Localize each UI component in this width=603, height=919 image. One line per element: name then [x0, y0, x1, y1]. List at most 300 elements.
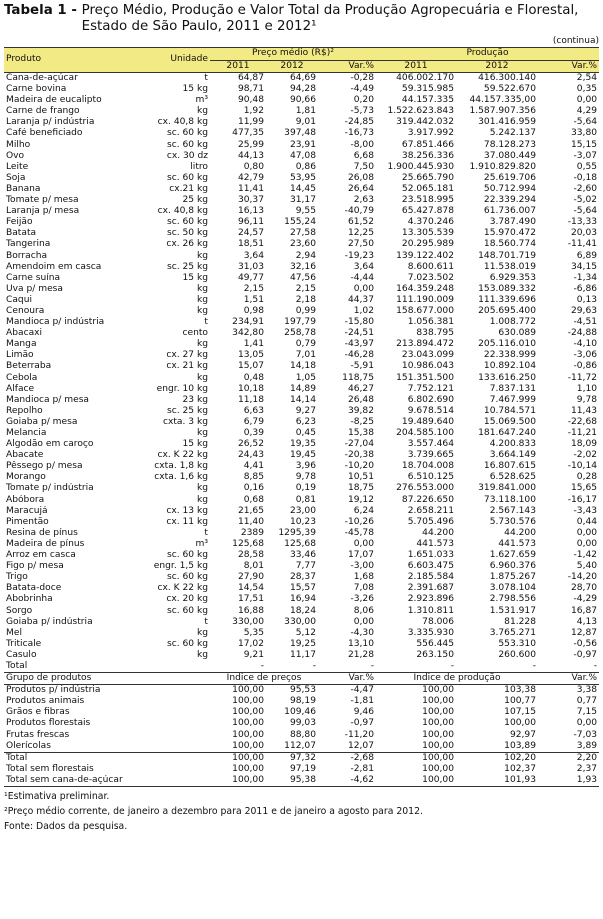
cell-produto: Arroz em casca	[6, 550, 76, 561]
cell-producao-2012: 1.531.917	[489, 605, 536, 616]
cell-preco-var: 6,68	[353, 150, 374, 161]
product-rows	[4, 73, 599, 673]
cell-preco-2011: 4,41	[243, 461, 264, 472]
cell-produto: Abobrinha	[6, 594, 53, 605]
cell-producao-2012: 111.339.696	[478, 294, 536, 305]
cell-unidade: sc. 50 kg	[166, 228, 208, 239]
cell-produto: Maracujá	[6, 505, 48, 516]
cell-preco-var: -24,85	[344, 117, 374, 128]
cell-producao-var: 15,15	[570, 139, 598, 150]
cell-produto: Caqui	[6, 294, 32, 305]
table-row	[4, 262, 599, 273]
cell-producao-2012: 133.616.250	[478, 372, 536, 383]
cell-preco-2011: 24,43	[237, 450, 264, 461]
footnote-1: ¹Estimativa preliminar.	[4, 791, 110, 802]
cell-producao-2012: 1.587.907.356	[469, 106, 536, 117]
cell-producao-var: 0,28	[576, 472, 598, 483]
table-row	[4, 594, 599, 605]
group-label: Olerícolas	[6, 740, 51, 751]
table-row	[4, 173, 599, 184]
cell-preco-2011: 330,00	[232, 616, 264, 627]
cell-producao-var: 0,00	[576, 538, 598, 549]
cell-preco-var: -27,04	[344, 439, 374, 450]
cell-preco-var: -0,28	[318, 73, 376, 85]
cell-preco-2011: 31,03	[237, 261, 264, 272]
group-label: Grãos e fibras	[6, 707, 70, 718]
cell-producao-var: -22,68	[567, 416, 598, 427]
cell-preco-var: -4,44	[350, 272, 374, 283]
cell-preco-2011: 342,80	[232, 328, 264, 339]
group-header-indice-producao: Índice de produção	[376, 673, 538, 685]
cell-producao-2012: 153.089.332	[478, 283, 536, 294]
cell-producao-var: -5,64	[573, 117, 598, 128]
cell-producao-2011: 7.023.502	[407, 272, 454, 283]
cell-preco-2012: 32,16	[289, 261, 316, 272]
table-row	[4, 583, 599, 594]
header-producao-2011: 2011	[376, 60, 456, 73]
cell-unidade: kg	[196, 250, 208, 261]
group-label: Produtos animais	[6, 696, 85, 707]
cell-preco-2012: 47,08	[289, 150, 316, 161]
cell-producao-var: -2,02	[573, 450, 598, 461]
cell-producao-2012: -	[532, 660, 536, 671]
cell-producao-2011: 1.651.033	[407, 550, 454, 561]
indice-precos-var: 9,46	[353, 707, 374, 718]
cell-producao-2011: 263.150	[416, 649, 454, 660]
cell-producao-var: 9,78	[576, 394, 598, 405]
cell-produto: Laranja p/ mesa	[6, 206, 80, 217]
cell-unidade: kg	[196, 483, 208, 494]
cell-unidade	[137, 661, 210, 673]
indice-producao-var: -7,03	[573, 729, 598, 740]
group-row	[4, 718, 599, 729]
cell-producao-2012: 5.730.576	[489, 516, 536, 527]
indice-precos-var: -4,62	[318, 775, 376, 787]
cell-produto: Cebola	[6, 372, 38, 383]
cell-preco-2012: 7,01	[295, 350, 316, 361]
cell-producao-var: 4,13	[576, 616, 598, 627]
indice-producao-var: 7,15	[576, 707, 598, 718]
cell-producao-2011: 13.305.539	[401, 228, 454, 239]
cell-preco-2011: 18,51	[237, 239, 264, 250]
cell-preco-2012: 0,79	[295, 339, 316, 350]
header-preco-2012: 2012	[266, 60, 318, 73]
cell-preco-2012: 23,60	[289, 239, 316, 250]
table-row	[4, 472, 599, 483]
cell-produto: Laranja p/ indústria	[6, 117, 95, 128]
table-row	[4, 539, 599, 550]
cell-unidade: m³	[195, 95, 208, 106]
cell-producao-var: 18,09	[570, 439, 598, 450]
cell-unidade: cx. 27 kg	[166, 350, 208, 361]
cell-producao-2012: 6.960.376	[489, 561, 536, 572]
cell-preco-var: 8,06	[353, 605, 374, 616]
cell-preco-var: -43,97	[344, 339, 374, 350]
table-document	[4, 3, 599, 834]
cell-producao-2011: 1.900.445.930	[387, 161, 454, 172]
table-row	[4, 339, 599, 350]
cell-preco-var: 39,82	[347, 405, 374, 416]
cell-produto: Pimentão	[6, 516, 49, 527]
cell-unidade: t	[204, 527, 208, 538]
header-producao: Produção	[376, 48, 599, 61]
table-title-label: Tabela 1 -	[4, 3, 82, 18]
cell-producao-2011: 5.705.496	[407, 516, 454, 527]
cell-unidade: m³	[195, 538, 208, 549]
group-row	[4, 696, 599, 707]
header-producao-2012: 2012	[456, 60, 538, 73]
indice-precos-2011: 100,00	[232, 729, 264, 740]
cell-producao-2012: 181.647.240	[478, 428, 536, 438]
cell-preco-2011: 11,41	[237, 183, 264, 194]
indice-precos-2012: 97,19	[289, 763, 316, 774]
indice-precos-2012: 88,80	[289, 729, 316, 740]
cell-produto: Carne bovina	[6, 84, 67, 95]
cell-preco-var: 0,00	[353, 283, 374, 294]
cell-preco-2012: 14,18	[289, 361, 316, 372]
cell-producao-2011: 276.553.000	[396, 483, 454, 494]
cell-unidade: litro	[190, 161, 208, 172]
cell-preco-2011: 64,87	[210, 73, 266, 85]
cell-preco-2011: 16,13	[237, 206, 264, 217]
cell-producao-2011: 38.256.336	[401, 150, 454, 161]
group-section	[4, 673, 599, 685]
cell-produto: Goiaba p/ mesa	[6, 416, 78, 427]
table-row	[4, 273, 599, 284]
indice-producao-2011: 100,00	[422, 696, 454, 707]
cell-producao-var: -11,41	[567, 239, 598, 250]
cell-unidade: kg	[196, 428, 208, 438]
cell-preco-var: 61,52	[347, 217, 374, 228]
cell-preco-var: -8,25	[350, 416, 374, 427]
cell-preco-2012: 9,78	[295, 472, 316, 483]
cell-producao-2011: 3.557.464	[407, 439, 454, 450]
cell-produto: Casulo	[6, 649, 37, 660]
table-row	[4, 350, 599, 361]
cell-preco-var: 0,20	[353, 95, 374, 106]
table-row	[4, 506, 599, 517]
cell-produto: Abacate	[6, 450, 44, 461]
cell-producao-var: 0,55	[576, 161, 598, 172]
cell-preco-2012: 1,81	[295, 106, 316, 117]
cell-producao-2012: 148.701.719	[478, 250, 536, 261]
indice-precos-2011: 100,00	[232, 696, 264, 707]
cell-producao-var: -3,06	[573, 350, 598, 361]
cell-produto: Feijão	[6, 217, 33, 228]
cell-preco-2012: 33,46	[289, 550, 316, 561]
cell-preco-var: -10,26	[344, 516, 374, 527]
cell-unidade: sc. 25 kg	[166, 261, 208, 272]
indice-producao-2011: 100,00	[422, 729, 454, 740]
cell-producao-2012: 1.627.659	[489, 550, 536, 561]
cell-preco-2012: 11,17	[289, 649, 316, 660]
cell-produto: Mandioca p/ indústria	[6, 317, 105, 328]
cell-preco-2011: 28,58	[237, 550, 264, 561]
cell-producao-var: -1,42	[573, 550, 598, 561]
cell-produto: Madeira de eucalipto	[6, 95, 102, 106]
total-rows	[4, 752, 599, 786]
cell-producao-2012: 7.467.999	[489, 394, 536, 405]
cell-unidade: cx.21 kg	[169, 183, 208, 194]
cell-produto: Soja	[6, 172, 26, 183]
indice-producao-var: 3,89	[576, 740, 598, 751]
cell-produto: Tangerina	[6, 239, 51, 250]
cell-preco-2011: 0,80	[243, 161, 264, 172]
table-row	[4, 361, 599, 372]
cell-preco-2011: 5,35	[243, 627, 264, 638]
cell-preco-2011: 49,77	[237, 272, 264, 283]
table-row	[4, 106, 599, 117]
cell-producao-var: -0,86	[573, 361, 598, 372]
cell-preco-2012: 15,57	[289, 583, 316, 594]
cell-producao-var: -1,34	[573, 272, 598, 283]
cell-producao-2011: 44.157.335	[401, 95, 454, 106]
data-table	[4, 47, 599, 787]
cell-preco-2012: 47,56	[289, 272, 316, 283]
cell-preco-2012: 14,45	[289, 183, 316, 194]
cell-unidade: cx. K 22 kg	[157, 583, 208, 594]
cell-unidade: kg	[196, 294, 208, 305]
cell-preco-var: 1,02	[353, 305, 374, 316]
cell-producao-var: -5,02	[573, 195, 598, 206]
cell-unidade: cx. 40,8 kg	[157, 117, 208, 128]
group-label: Frutas frescas	[6, 729, 70, 740]
cell-producao-2012: 18.560.774	[483, 239, 536, 250]
table-row	[4, 84, 599, 95]
cell-preco-2011: 17,02	[237, 638, 264, 649]
table-row	[4, 117, 599, 128]
cell-preco-2012: 18,24	[289, 605, 316, 616]
cell-preco-2011: 3,64	[243, 250, 264, 261]
indice-producao-2012: 103,89	[504, 740, 536, 751]
cell-preco-var: 10,51	[347, 472, 374, 483]
cell-producao-2012: 3.664.149	[489, 450, 536, 461]
cell-preco-2011: 96,11	[237, 217, 264, 228]
indice-precos-2012: 98,19	[289, 696, 316, 707]
cell-produto: Batata	[6, 228, 37, 239]
cell-preco-2011: 26,52	[237, 439, 264, 450]
cell-preco-2011: 25,99	[237, 139, 264, 150]
cell-produto: Tomate p/ mesa	[6, 195, 79, 206]
cell-produto: Borracha	[6, 250, 48, 261]
cell-producao-var: 15,65	[570, 483, 598, 494]
cell-producao-var: -10,14	[567, 461, 598, 472]
cell-producao-2011: 2.185.584	[407, 572, 454, 583]
cell-preco-2012: 258,78	[284, 328, 316, 339]
cell-preco-2011: 11,18	[237, 394, 264, 405]
cell-preco-var: -4,30	[350, 627, 374, 638]
indice-producao-2011: 100,00	[422, 707, 454, 718]
cell-producao-2012: 10.784.571	[483, 405, 536, 416]
footnotes	[4, 790, 599, 834]
cell-producao-2011: 3.739.665	[407, 450, 454, 461]
group-rows	[4, 685, 599, 753]
group-header-indice-precos: Índice de preços	[210, 673, 318, 685]
cell-producao-var: 34,15	[570, 261, 598, 272]
cell-producao-2012: 37.080.449	[483, 150, 536, 161]
cell-preco-2012: 64,69	[266, 73, 318, 85]
cell-preco-var: 27,50	[347, 239, 374, 250]
cell-producao-2012: 59.522.670	[483, 84, 536, 95]
table-title-text: Preço Médio, Produção e Valor Total da Produção Agropecuária e Florestal, Estado de São Paulo, 2011 e 2012¹	[81, 3, 579, 34]
cell-producao-2011: 67.851.466	[401, 139, 454, 150]
cell-produto: Figo p/ mesa	[6, 561, 64, 572]
continua-note: (continua)	[552, 36, 599, 46]
cell-preco-var: 118,75	[342, 372, 374, 383]
cell-producao-var: 1,10	[576, 383, 598, 394]
cell-preco-var: -	[370, 660, 374, 671]
header-produto: Produto	[4, 48, 137, 73]
cell-unidade: sc. 60 kg	[166, 217, 208, 228]
cell-produto: Triticale	[6, 638, 42, 649]
cell-unidade: sc. 60 kg	[166, 172, 208, 183]
cell-producao-var: 29,63	[570, 305, 598, 316]
cell-preco-var: 26,08	[347, 172, 374, 183]
cell-producao-var: -4,10	[573, 339, 598, 350]
cell-preco-var: -5,73	[350, 106, 374, 117]
cell-preco-var: 19,12	[347, 494, 374, 505]
footnote-source: Fonte: Dados da pesquisa.	[4, 820, 128, 832]
cell-producao-2012: 25.619.706	[483, 172, 536, 183]
group-label: Total sem florestais	[6, 763, 94, 774]
group-row	[4, 685, 599, 697]
group-row	[4, 741, 599, 753]
cell-unidade: cento	[182, 328, 208, 339]
table-row	[4, 228, 599, 239]
cell-producao-var: 0,00	[576, 527, 598, 538]
cell-preco-2011: 8,01	[243, 561, 264, 572]
cell-producao-2012: 73.118.100	[483, 494, 536, 505]
indice-producao-2011: 100,00	[376, 752, 456, 764]
indice-precos-2012: 109,46	[284, 707, 316, 718]
cell-preco-2012: 16,94	[289, 594, 316, 605]
cell-unidade: kg	[196, 106, 208, 117]
cell-preco-var: -8,00	[350, 139, 374, 150]
cell-preco-2012: 14,89	[289, 383, 316, 394]
cell-produto: Pêssego p/ mesa	[6, 461, 83, 472]
table-row	[4, 317, 599, 328]
cell-producao-2011: 151.351.500	[396, 372, 454, 383]
table-row	[4, 395, 599, 406]
table-row	[4, 217, 599, 228]
cell-preco-2011: 0,39	[243, 428, 264, 438]
cell-producao-2011: 441.573	[416, 538, 454, 549]
cell-producao-var: -0,18	[573, 172, 598, 183]
cell-preco-2012: 31,17	[289, 195, 316, 206]
cell-preco-2011: 8,85	[243, 472, 264, 483]
cell-producao-2012: 205.116.010	[478, 339, 536, 350]
cell-producao-var: 0,13	[576, 294, 598, 305]
cell-producao-2011: 18.704.008	[401, 461, 454, 472]
cell-produto: Manga	[6, 339, 37, 350]
cell-unidade: engr. 1,5 kg	[153, 561, 208, 572]
indice-producao-2012: 102,20	[456, 752, 538, 764]
cell-produto: Repolho	[6, 405, 43, 416]
cell-unidade: kg	[196, 283, 208, 294]
cell-preco-2011: 44,13	[237, 150, 264, 161]
cell-producao-2012: 6.929.353	[489, 272, 536, 283]
cell-preco-2011: 9,21	[243, 649, 264, 660]
cell-preco-2011: 42,79	[237, 172, 264, 183]
indice-producao-2011: 100,00	[376, 685, 456, 697]
cell-produto: Carne de frango	[6, 106, 80, 117]
cell-preco-var: 0,00	[353, 538, 374, 549]
cell-preco-2011: 30,37	[237, 195, 264, 206]
indice-precos-var: -1,81	[350, 696, 374, 707]
table-row	[4, 428, 599, 439]
cell-produto: Beterraba	[6, 361, 52, 372]
cell-preco-2011: 2,15	[243, 283, 264, 294]
cell-producao-2012: 78.128.273	[483, 139, 536, 150]
indice-precos-2011: 100,00	[232, 707, 264, 718]
cell-producao-2011: 204.585.100	[396, 428, 454, 438]
indice-producao-var: 0,00	[576, 718, 598, 729]
indice-precos-var: 12,07	[347, 740, 374, 751]
cell-producao-2011: 7.752.121	[407, 383, 454, 394]
cell-preco-2012: 3,96	[295, 461, 316, 472]
cell-producao-2012: 1.008.772	[489, 317, 536, 328]
cell-preco-2012: 53,95	[289, 172, 316, 183]
indice-producao-2012: 102,37	[504, 763, 536, 774]
cell-producao-2011: 19.489.640	[401, 416, 454, 427]
table-row	[4, 495, 599, 506]
cell-unidade: kg	[196, 627, 208, 638]
cell-preco-2011: 14,54	[237, 583, 264, 594]
cell-producao-2011: 164.359.248	[396, 283, 454, 294]
cell-preco-2011: 16,88	[237, 605, 264, 616]
cell-producao-2011: 44.200	[422, 527, 454, 538]
table-row	[4, 284, 599, 295]
indice-precos-2011: 100,00	[232, 718, 264, 729]
indice-precos-2011: 100,00	[210, 752, 266, 764]
cell-producao-2012: 553.310	[498, 638, 536, 649]
cell-preco-2011: 477,35	[232, 128, 264, 139]
table-row	[4, 151, 599, 162]
cell-preco-var: -3,00	[350, 561, 374, 572]
indice-producao-2011: 100,00	[422, 740, 454, 751]
table-row	[4, 628, 599, 639]
indice-producao-2012: 92,97	[509, 729, 536, 740]
cell-preco-var: 18,75	[347, 483, 374, 494]
cell-preco-var: -24,51	[344, 328, 374, 339]
indice-producao-2012: 100,77	[504, 696, 536, 707]
indice-precos-2012: 99,03	[289, 718, 316, 729]
cell-preco-var: -10,20	[344, 461, 374, 472]
cell-preco-2011: 0,98	[243, 305, 264, 316]
cell-producao-2011: 3.335.930	[407, 627, 454, 638]
indice-producao-2012: 101,93	[456, 775, 538, 787]
cell-unidade: 15 kg	[182, 84, 208, 95]
cell-producao-2012: 11.538.019	[483, 261, 536, 272]
table-row	[4, 251, 599, 262]
cell-producao-2011: 87.226.650	[401, 494, 454, 505]
cell-preco-2012: 0,19	[295, 483, 316, 494]
table-row	[4, 295, 599, 306]
cell-preco-var: -16,73	[344, 128, 374, 139]
cell-producao-var: 12,87	[570, 627, 598, 638]
table-row	[4, 561, 599, 572]
cell-preco-var: 3,64	[353, 261, 374, 272]
cell-preco-2012: 0,81	[295, 494, 316, 505]
table-row	[4, 639, 599, 650]
cell-producao-var: -11,21	[567, 428, 598, 438]
cell-preco-2011: 1,92	[243, 106, 264, 117]
cell-preco-2011: 0,68	[243, 494, 264, 505]
cell-producao-2011: 23.518.995	[401, 195, 454, 206]
cell-producao-2011: 556.445	[416, 638, 454, 649]
table-row	[4, 650, 599, 661]
cell-producao-2011: -	[450, 660, 454, 671]
